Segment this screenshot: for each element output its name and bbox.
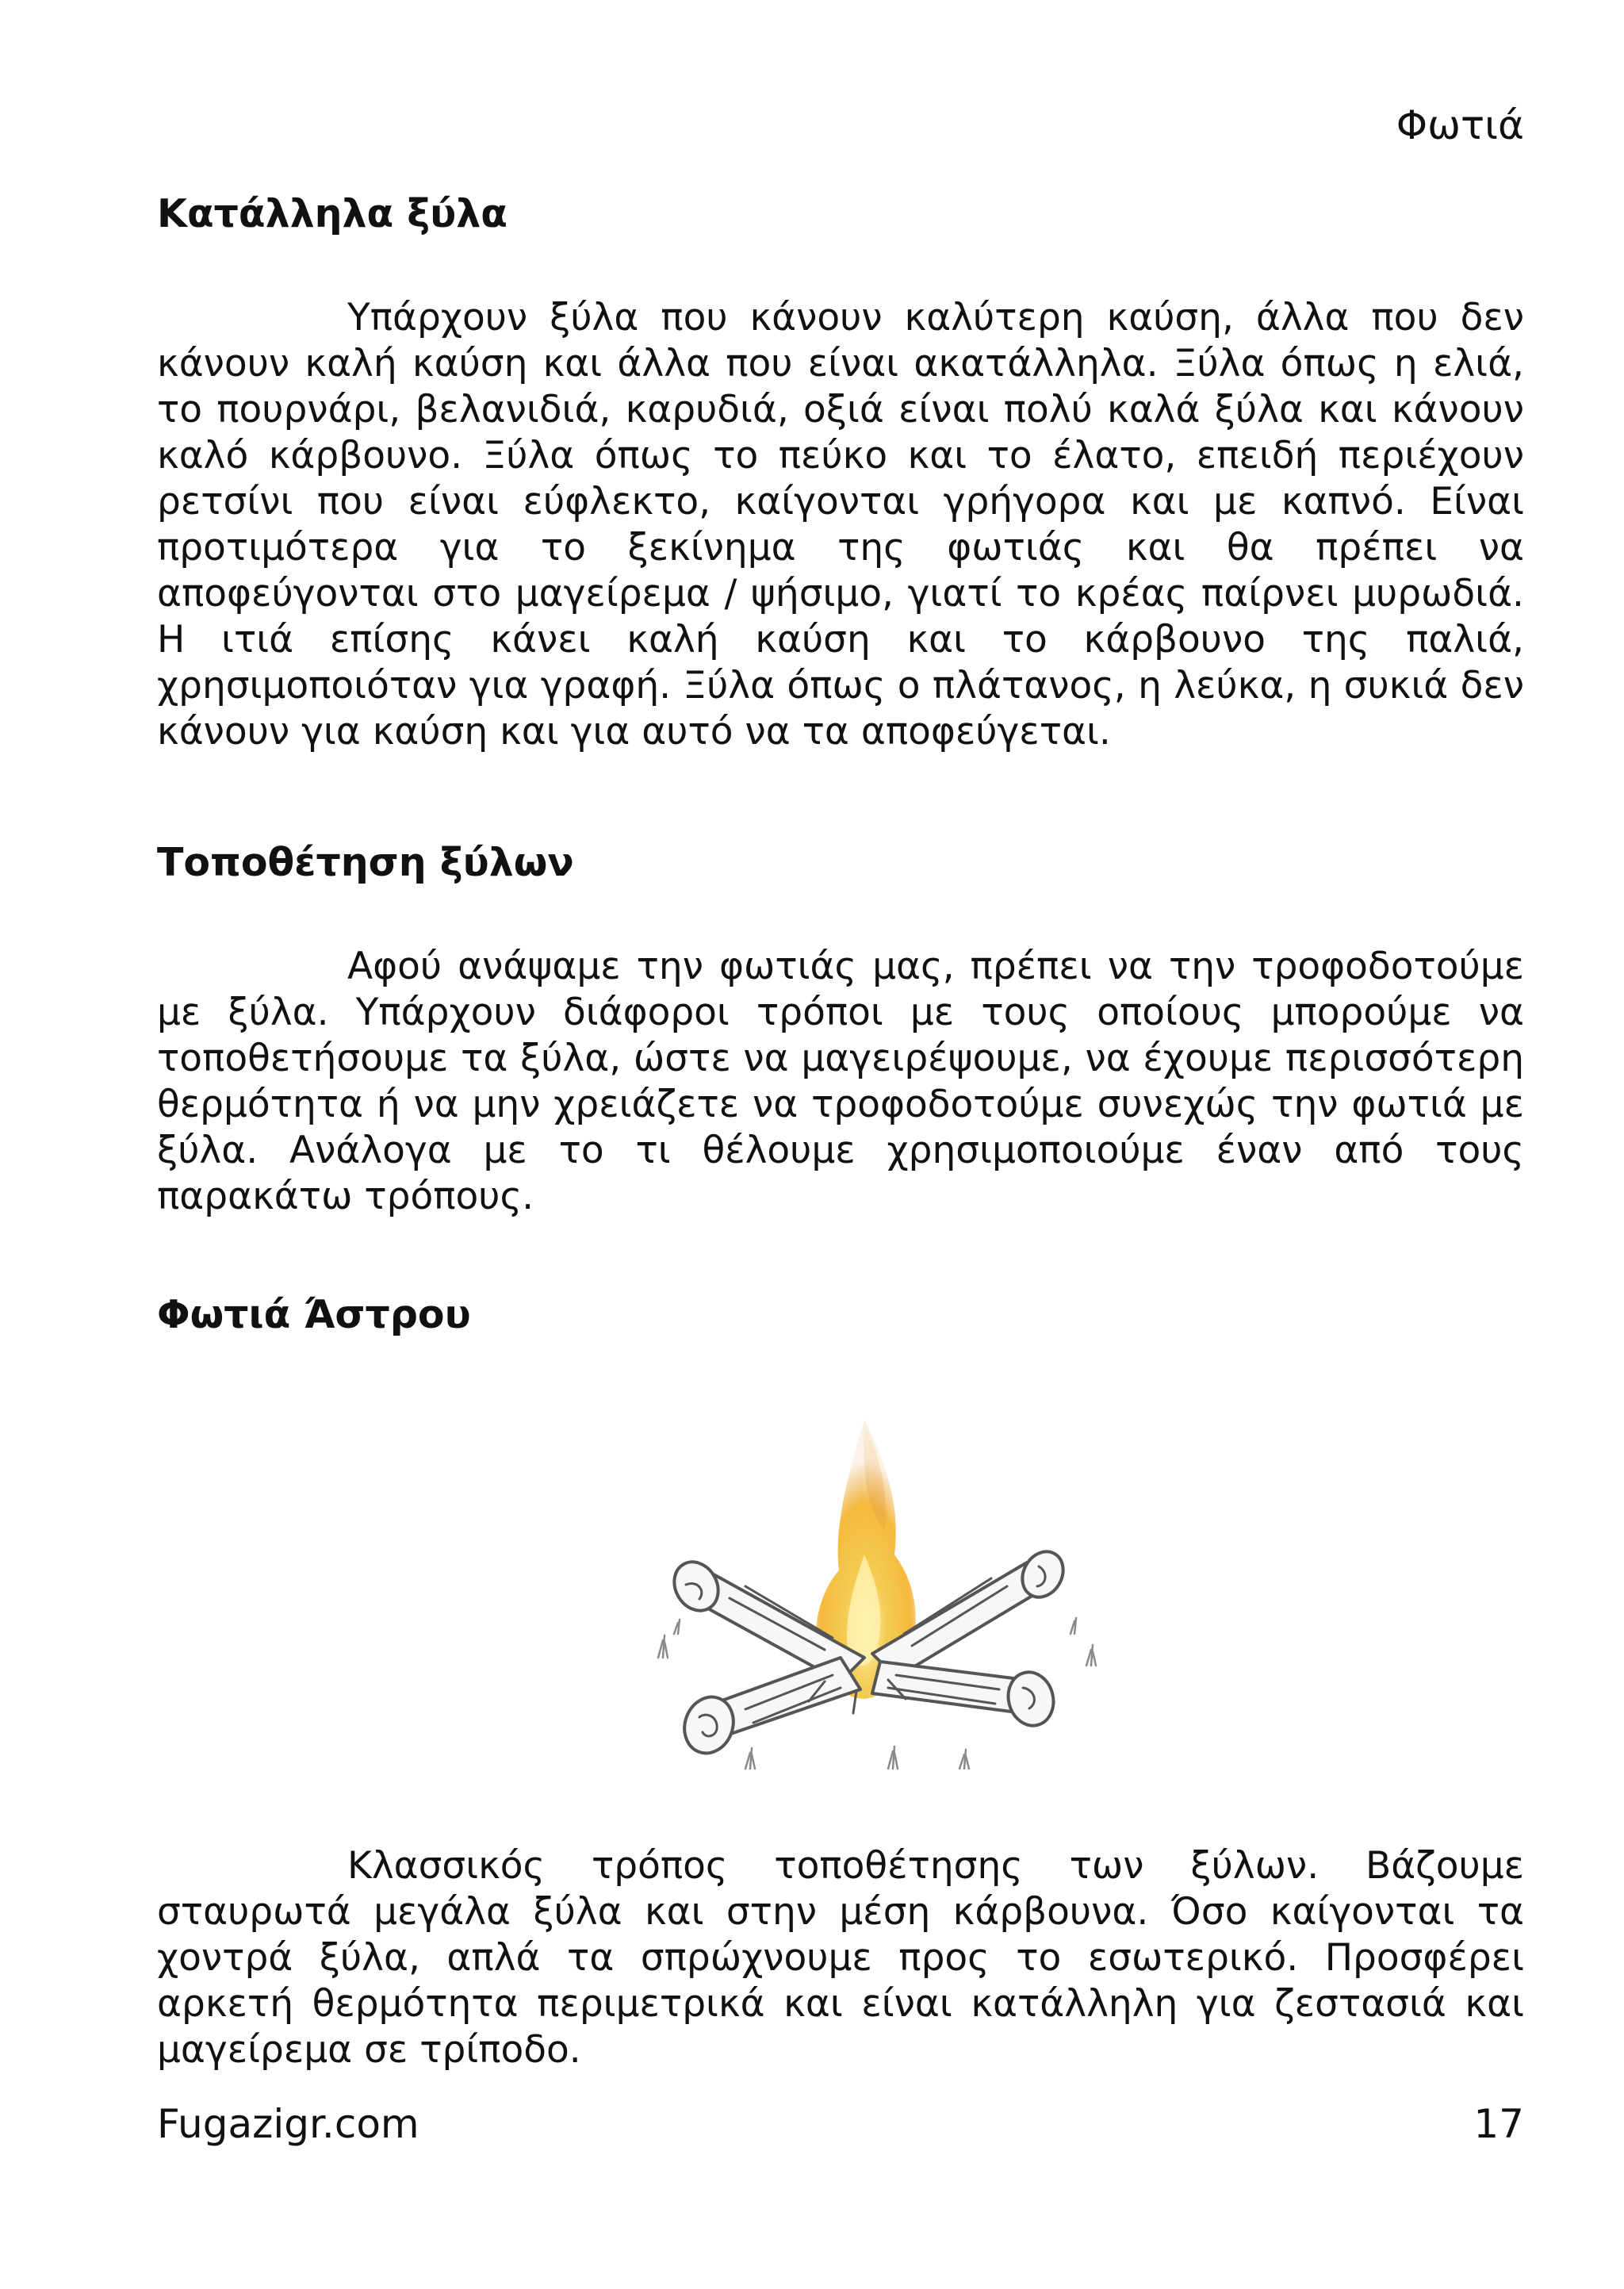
- section-heading-wood-placement: Τοποθέτηση ξύλων: [157, 840, 574, 885]
- paragraph-star-fire: Κλασσικός τρόπος τοποθέτησης των ξύλων. Βάζουμε σταυρωτά μεγάλα ξύλα και στην μέση κάρβουνα. Όσο καίγονται τα χοντρά ξύλα, απλά τα σπρώχνουμε προς το εσωτερικό. Προσφέρει αρκετή θερμότητα περιμετρικά και είναι κατάλληλη για ζεστασιά και μαγείρεμα σε τρίποδο.: [157, 1844, 1524, 2072]
- section-heading-suitable-wood: Κατάλληλα ξύλα: [157, 191, 508, 236]
- paragraph-wood-placement: Αφού ανάψαμε την φωτιάς μας, πρέπει να την τροφοδοτούμε με ξύλα. Υπάρχουν διάφοροι τρόποι με τους οποίους μπορούμε να τοποθετήσουμε τα ξύλα, ώστε να μαγειρέψουμε, να έχουμε περισσότερη θερμότητα ή να μην χρειάζετε να τροφοδοτούμε συνεχώς την φωτιά με ξύλα. Ανάλογα με το τι θέλουμε χρησιμοποιούμε έναν από τους παρακάτω τρόπους.: [157, 945, 1524, 1218]
- footer-site-name: Fugazigr.com: [157, 2101, 419, 2147]
- star-campfire-icon: [626, 1396, 1118, 1808]
- footer-page-number: 17: [1473, 2101, 1524, 2147]
- section-heading-star-fire: Φωτιά Άστρου: [157, 1292, 471, 1337]
- star-campfire-illustration: [626, 1396, 1118, 1808]
- running-header-chapter: Φωτιά: [1396, 102, 1524, 148]
- paragraph-suitable-wood: Υπάρχουν ξύλα που κάνουν καλύτερη καύση, άλλα που δεν κάνουν καλή καύση και άλλα που είναι ακατάλληλα. Ξύλα όπως η ελιά, το πουρνάρι, βελανιδιά, καρυδιά, οξιά είναι πολύ καλά ξύλα και κάνουν καλό κάρβουνο. Ξύλα όπως το πεύκο και το έλατο, επειδή περιέχουν ρετσίνι που είναι εύφλεκτο, καίγονται γρήγορα και με καπνό. Είναι προτιμότερα για το ξεκίνημα της φωτιάς και θα πρέπει να αποφεύγονται στο μαγείρεμα / ψήσιμο, γιατί το κρέας παίρνει μυρωδιά. Η ιτιά επίσης κάνει καλή καύση και το κάρβουνο της παλιά, χρησιμοποιόταν για γραφή. Ξύλα όπως ο πλάτανος, η λεύκα, η συκιά δεν κάνουν για καύση και για αυτό να τα αποφεύγεται.: [157, 296, 1524, 753]
